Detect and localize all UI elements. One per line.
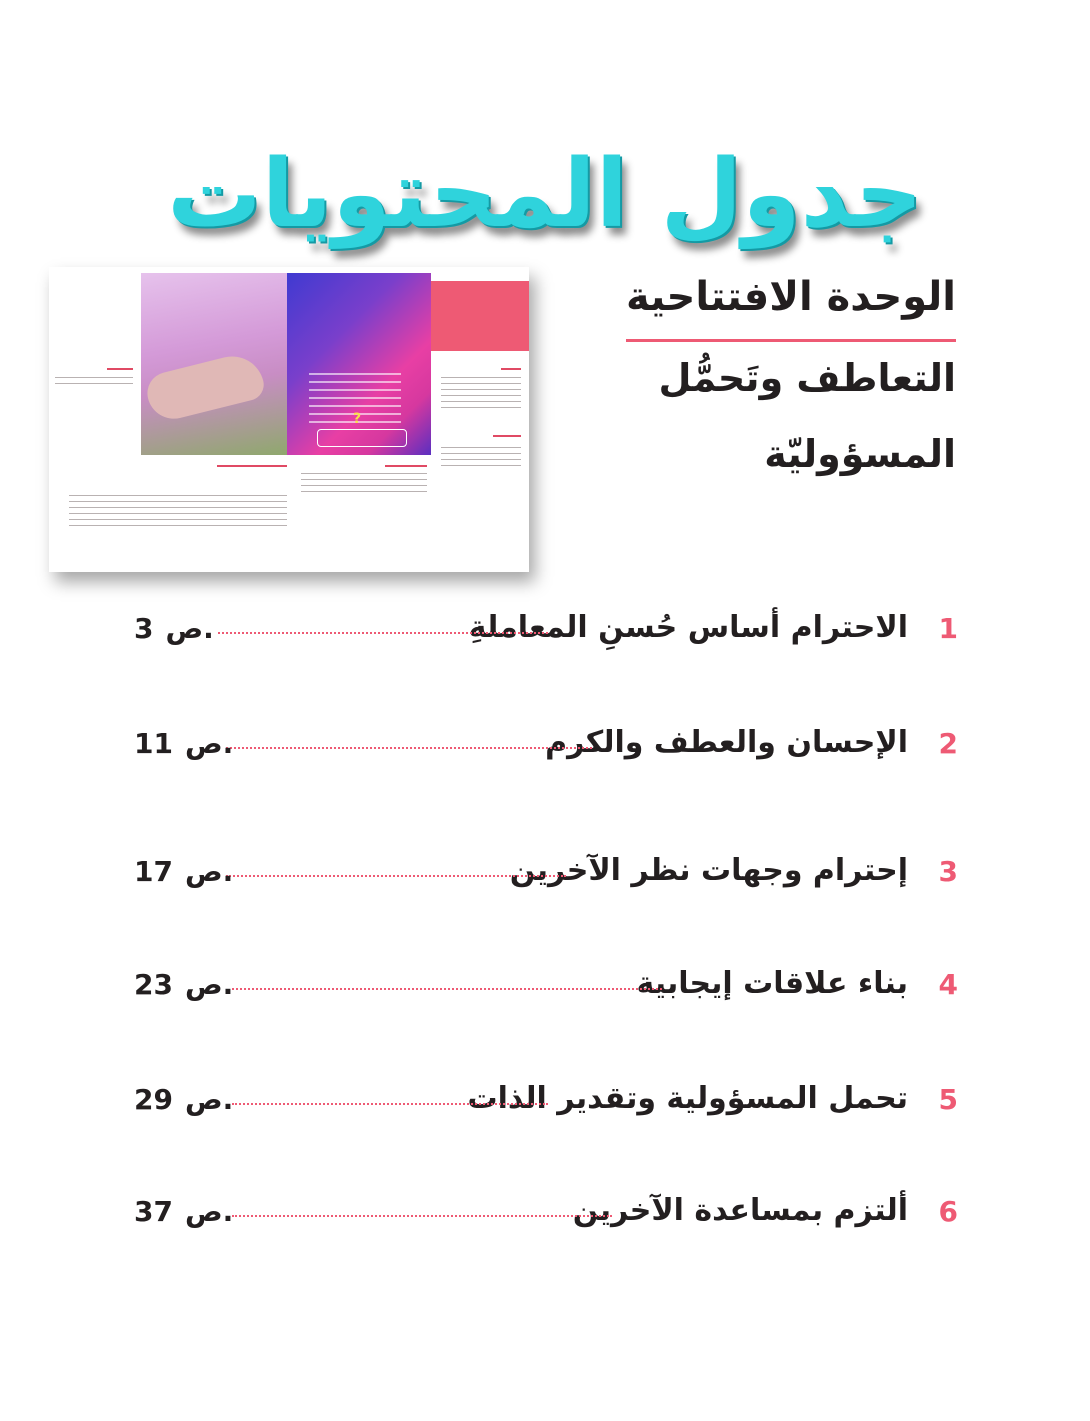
toc-leader-dots: [226, 875, 566, 877]
toc-number: 1: [938, 612, 958, 645]
unit-title: الوحدة الافتتاحية: [625, 274, 956, 320]
toc-number: 3: [938, 855, 958, 888]
toc-page: 23 ص.: [134, 968, 234, 1001]
toc-leader-dots: [232, 1103, 548, 1105]
toc-row[interactable]: [0, 1195, 1090, 1239]
toc-number: 4: [938, 968, 958, 1001]
cover-question-box: [317, 429, 407, 447]
unit-subtitle-line1: التعاطف وتَحمُّل: [658, 356, 956, 400]
unit-cover-page: [287, 273, 431, 455]
toc-leader-dots: [218, 632, 548, 634]
page-title: جدول المحتويات: [167, 140, 923, 249]
toc-title: الإحسان والعطف والكرم: [545, 725, 908, 760]
toc-title: ألتزم بمساعدة الآخرين: [572, 1193, 908, 1228]
toc-title: بناء علاقات إيجابية: [636, 966, 908, 1001]
toc-page: 29 ص.: [134, 1083, 234, 1116]
toc-number: 6: [938, 1195, 958, 1228]
toc-row[interactable]: [0, 612, 1090, 656]
toc-row[interactable]: [0, 855, 1090, 899]
toc-leader-dots: [226, 747, 592, 749]
unit-red-panel: [431, 281, 529, 351]
toc-number: 2: [938, 727, 958, 760]
toc-number: 5: [938, 1083, 958, 1116]
toc-page: 3 ص.: [134, 612, 214, 645]
toc-title: إحترام وجهات نظر الآخرين: [509, 853, 908, 888]
question-mark-icon: ?: [353, 411, 362, 427]
unit-title-underline: [626, 339, 956, 342]
toc-row[interactable]: [0, 1083, 1090, 1127]
toc-row[interactable]: [0, 727, 1090, 771]
unit-subtitle-line2: المسؤوليّة: [764, 432, 956, 476]
book-spread-illustration: [49, 267, 529, 572]
toc-page: 17 ص.: [134, 855, 234, 888]
toc-row[interactable]: [0, 968, 1090, 1012]
toc-leader-dots: [232, 988, 662, 990]
toc-title: الاحترام أساس حُسنِ المعاملةِ: [468, 610, 908, 645]
toc-page: 37 ص.: [134, 1195, 234, 1228]
toc-page: 11 ص.: [134, 727, 234, 760]
toc-title: تحمل المسؤولية وتقدير الذات: [467, 1081, 908, 1116]
toc-leader-dots: [232, 1215, 612, 1217]
